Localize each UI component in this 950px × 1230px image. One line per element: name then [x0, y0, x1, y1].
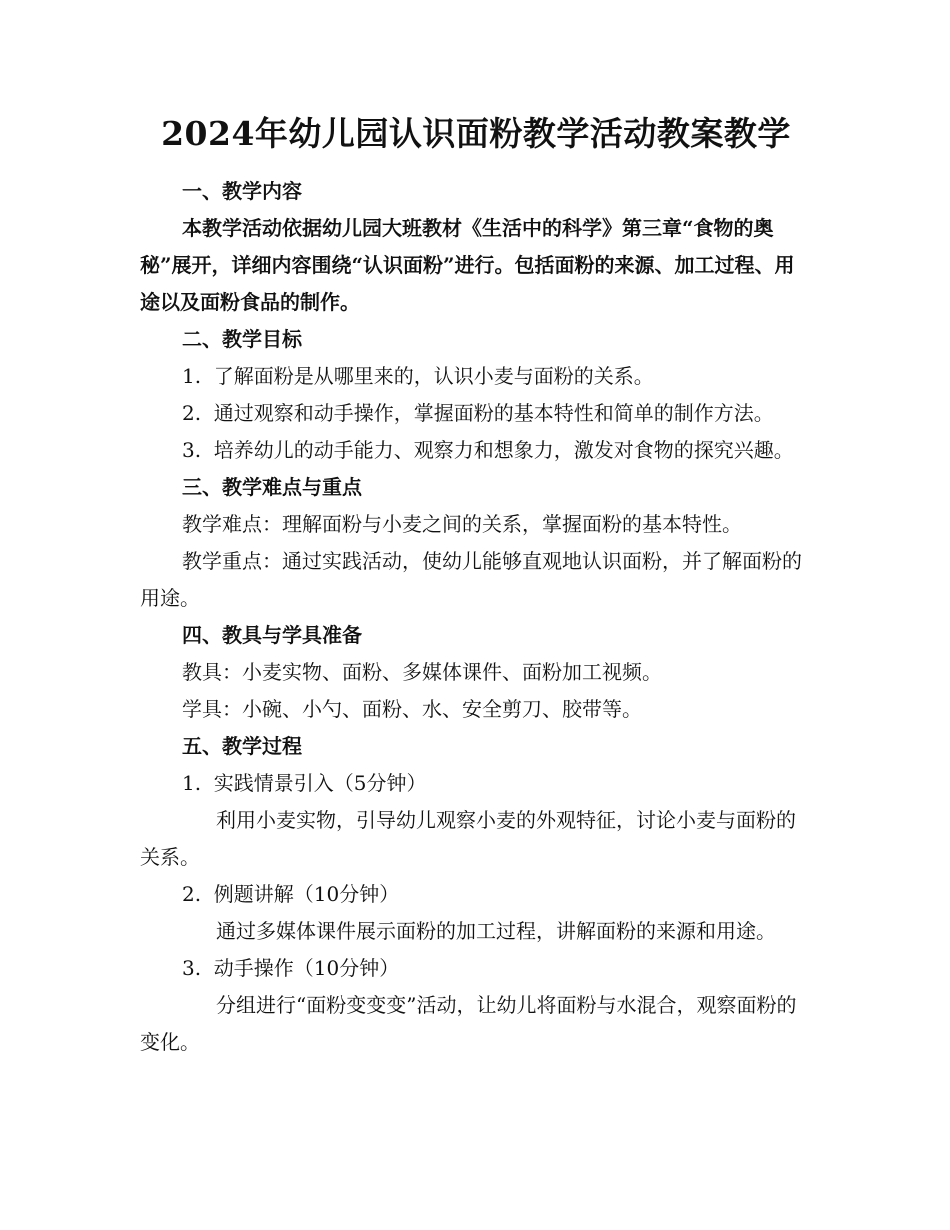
objective-item-1: 1. 了解面粉是从哪里来的，认识小麦与面粉的关系。 — [182, 364, 654, 388]
process-step-3: 3. 动手操作（10分钟） — [182, 956, 400, 980]
process-step-1-detail: 利用小麦实物，引导幼儿观察小麦的外观特征，讨论小麦与面粉的关系。 — [140, 808, 796, 869]
content-paragraph: 本教学活动依据幼儿园大班教材《生活中的科学》第三章“食物的奥秘”展开，详细内容围绕“认识面粉”进行。包括面粉的来源、加工过程、用途以及面粉食品的制作。 — [140, 216, 795, 314]
process-step-3-detail: 分组进行“面粉变变变”活动，让幼儿将面粉与水混合，观察面粉的变化。 — [140, 993, 797, 1054]
document-title: 2024年幼儿园认识面粉教学活动教案教学 — [161, 114, 791, 153]
document-page — [140, 108, 812, 1061]
objective-item-3: 3. 培养幼儿的动手能力、观察力和想象力，激发对食物的探究兴趣。 — [182, 438, 794, 462]
section-heading-2: 二、教学目标 — [182, 327, 302, 351]
objective-item-2: 2. 通过观察和动手操作，掌握面粉的基本特性和简单的制作方法。 — [182, 401, 774, 425]
section-heading-5: 五、教学过程 — [182, 734, 302, 758]
process-step-2-detail: 通过多媒体课件展示面粉的加工过程，讲解面粉的来源和用途。 — [216, 919, 776, 943]
key-point-paragraph: 教学重点：通过实践活动，使幼儿能够直观地认识面粉，并了解面粉的用途。 — [140, 549, 802, 610]
section-heading-4: 四、教具与学具准备 — [182, 623, 362, 647]
section-heading-1: 一、教学内容 — [182, 179, 302, 203]
section-heading-3: 三、教学难点与重点 — [182, 475, 362, 499]
process-step-1: 1. 实践情景引入（5分钟） — [182, 771, 427, 795]
learning-aids-paragraph: 学具：小碗、小勺、面粉、水、安全剪刀、胶带等。 — [182, 697, 642, 721]
difficulty-paragraph: 教学难点：理解面粉与小麦之间的关系，掌握面粉的基本特性。 — [182, 512, 742, 536]
teaching-aids-paragraph: 教具：小麦实物、面粉、多媒体课件、面粉加工视频。 — [182, 660, 662, 684]
process-step-2: 2. 例题讲解（10分钟） — [182, 882, 400, 906]
